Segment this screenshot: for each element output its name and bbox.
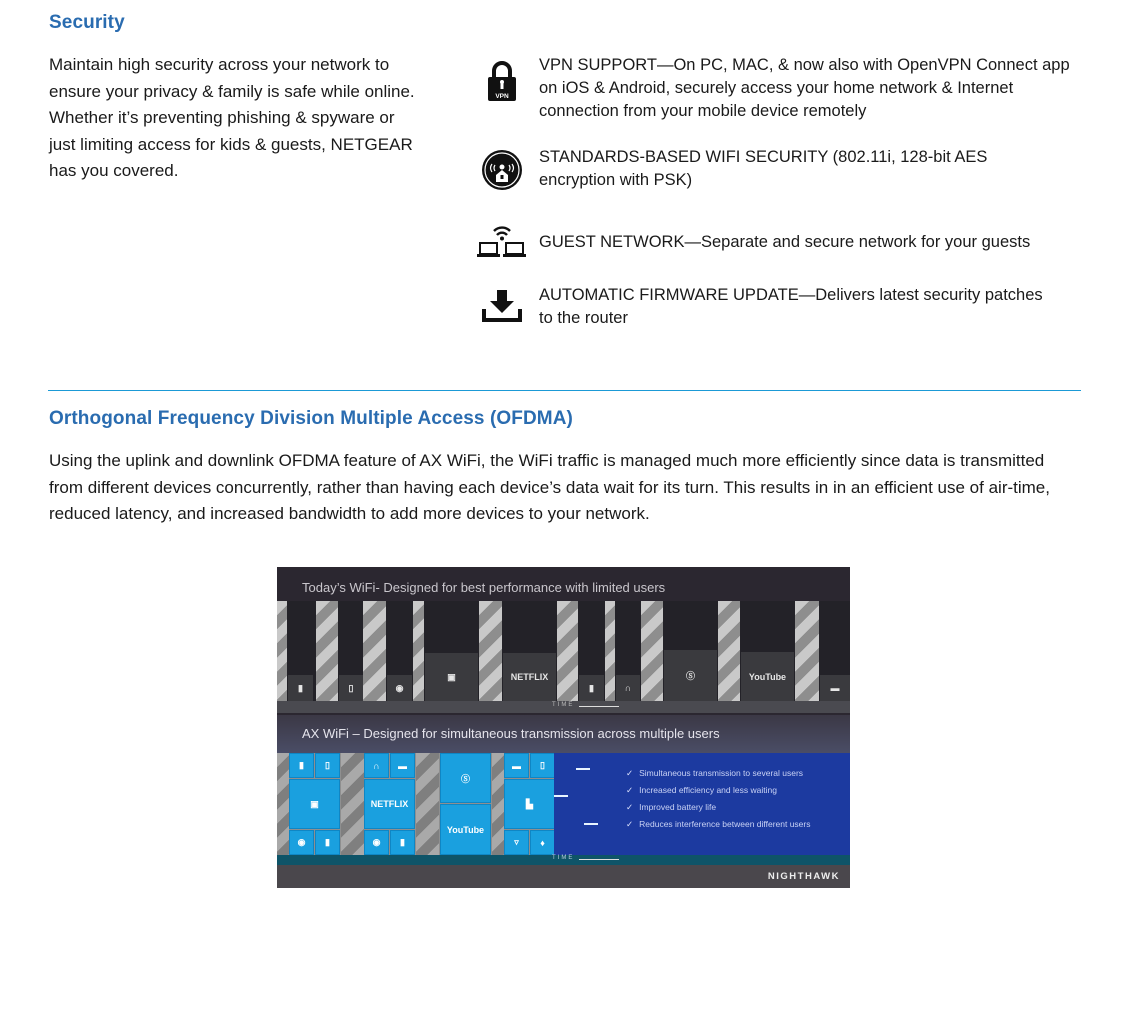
feature-text: STANDARDS-BASED WIFI SECURITY (802.11i, 128-bit AES encryption with PSK) <box>539 148 988 189</box>
security-intro: Maintain high security across your network to ensure your privacy & family is safe while online. Whether it’s preventing phishing & spyware or just limiting access for kids & guests, NETGEAR has you covered. <box>49 55 415 180</box>
youtube-tile: YouTube <box>440 804 491 855</box>
ax-time-axis <box>277 855 850 865</box>
legacy-time-axis <box>277 701 850 713</box>
benefits-panel <box>554 753 850 855</box>
vpn-lock-icon <box>486 60 518 102</box>
netflix-tile: NETFLIX <box>364 779 415 829</box>
ofdma-infographic <box>277 567 850 888</box>
time-label: TIME <box>552 855 575 861</box>
wifi-security-icon <box>481 149 523 191</box>
guest-network-icon <box>476 222 528 258</box>
feature-text: AUTOMATIC FIRMWARE UPDATE—Delivers latest security patches to the router <box>539 286 1043 327</box>
section-divider <box>48 390 1081 391</box>
ax-wifi-header <box>277 715 850 753</box>
ax-wifi-title: AX WiFi – Designed for simultaneous transmission across multiple users <box>302 726 720 741</box>
ofdma-body: Using the uplink and downlink OFDMA feature of AX WiFi, the WiFi traffic is managed much more efficiently since data is transmitted from different devices concurrently, rather than having each device’s data wait for its turn. This results in in an efficient use of air-time, reduced latency, and increased bandwidth to add more devices to your network. <box>49 451 1050 523</box>
legacy-wifi-lane: ▮ ▯ ◉ ▣ NETFLIX ▮ ∩ Ⓢ YouTube ▬ <box>277 601 850 701</box>
feature-guest-network <box>476 222 1086 258</box>
security-heading: Security <box>49 12 125 33</box>
youtube-slot: YouTube <box>741 652 794 701</box>
benefit-item: ✓ Reduces interference between different users <box>626 819 811 829</box>
netflix-slot: NETFLIX <box>503 653 556 701</box>
ax-wifi-lane: ▮ ▯ ▣ ◉ ▮ ∩ ▬ NETFLIX ◉ ▮ Ⓢ YouTube ▬ ▯ ▙ ▿ ♦ ✓ Simultaneous transmission to several users ✓ Increased efficiency and less waiting ✓ Improved battery life ✓ Reduces interference between different users <box>277 753 850 855</box>
nighthawk-logo: NIGHTHAWK <box>767 871 840 882</box>
benefit-item: ✓ Increased efficiency and less waiting <box>626 785 777 795</box>
legacy-wifi-title: Today’s WiFi- Designed for best performance with limited users <box>302 580 666 595</box>
infographic-footer <box>277 865 850 888</box>
time-label: TIME <box>552 702 575 708</box>
benefit-item: ✓ Simultaneous transmission to several users <box>626 768 804 778</box>
benefits-list <box>626 765 811 833</box>
ofdma-heading: Orthogonal Frequency Division Multiple Access (OFDMA) <box>49 408 573 429</box>
feature-wifi-security <box>476 146 1086 192</box>
download-icon <box>482 290 522 322</box>
feature-text: VPN SUPPORT—On PC, MAC, & now also with OpenVPN Connect app on iOS & Android, securely access your home network & Internet connection from your mobile device remotely <box>539 56 1070 120</box>
benefit-item: ✓ Improved battery life <box>626 802 717 812</box>
vpn-icon-label: VPN <box>495 93 509 100</box>
feature-text: GUEST NETWORK—Separate and secure network for your guests <box>539 233 1031 251</box>
feature-firmware-update <box>476 284 1086 330</box>
feature-vpn <box>476 54 1086 123</box>
